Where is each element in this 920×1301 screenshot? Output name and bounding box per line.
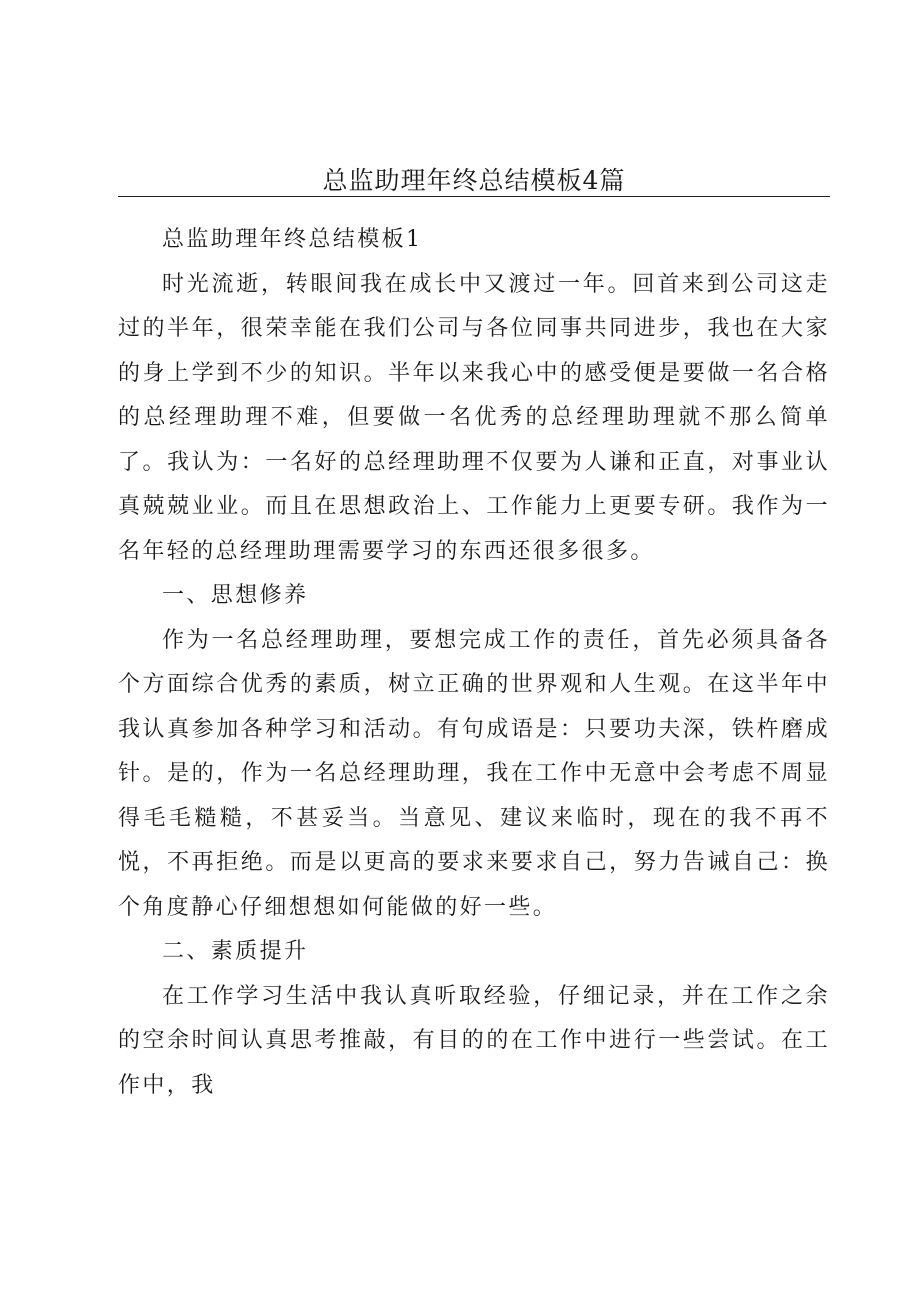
document-title: 总监助理年终总结模板4篇 (322, 166, 626, 195)
heading-quality-improvement: 二、素质提升 (162, 939, 309, 964)
section-title: 总监助理年终总结模板1 (162, 227, 423, 252)
document-body (118, 218, 830, 1108)
paragraph-1: 时光流逝，转眼间我在成长中又渡过一年。回首来到公司这走过的半年，很荣幸能在我们公司与各位同事共同进步，我也在大家的身上学到不少的知识。半年以来我心中的感受便是要做一名合格的总经理助理不难，但要做一名优秀的总经理助理就不那么简单了。我认为：一名好的总经理助理不仅要为人谦和正直，对事业认真兢兢业业。而且在思想政治上、工作能力上更要专研。我作为一名年轻的总经理助理需要学习的东西还很多很多。 (118, 271, 830, 564)
heading-thought-cultivation: 一、思想修养 (162, 583, 309, 608)
paragraph-2: 作为一名总经理助理，要想完成工作的责任，首先必须具备各个方面综合优秀的素质，树立正确的世界观和人生观。在这半年中我认真参加各种学习和活动。有句成语是：只要功夫深，铁杵磨成针。是的，作为一名总经理助理，我在工作中无意中会考虑不周显得毛毛糙糙，不甚妥当。当意见、建议来临时，现在的我不再不悦，不再拒绝。而是以更高的要求来要求自己，努力告诫自己：换个角度静心仔细想想如何能做的好一些。 (118, 627, 830, 920)
paragraph-3: 在工作学习生活中我认真听取经验，仔细记录，并在工作之余的空余时间认真思考推敲，有目的的在工作中进行一些尝试。在工作中，我 (118, 983, 830, 1098)
title-underline (118, 196, 830, 197)
